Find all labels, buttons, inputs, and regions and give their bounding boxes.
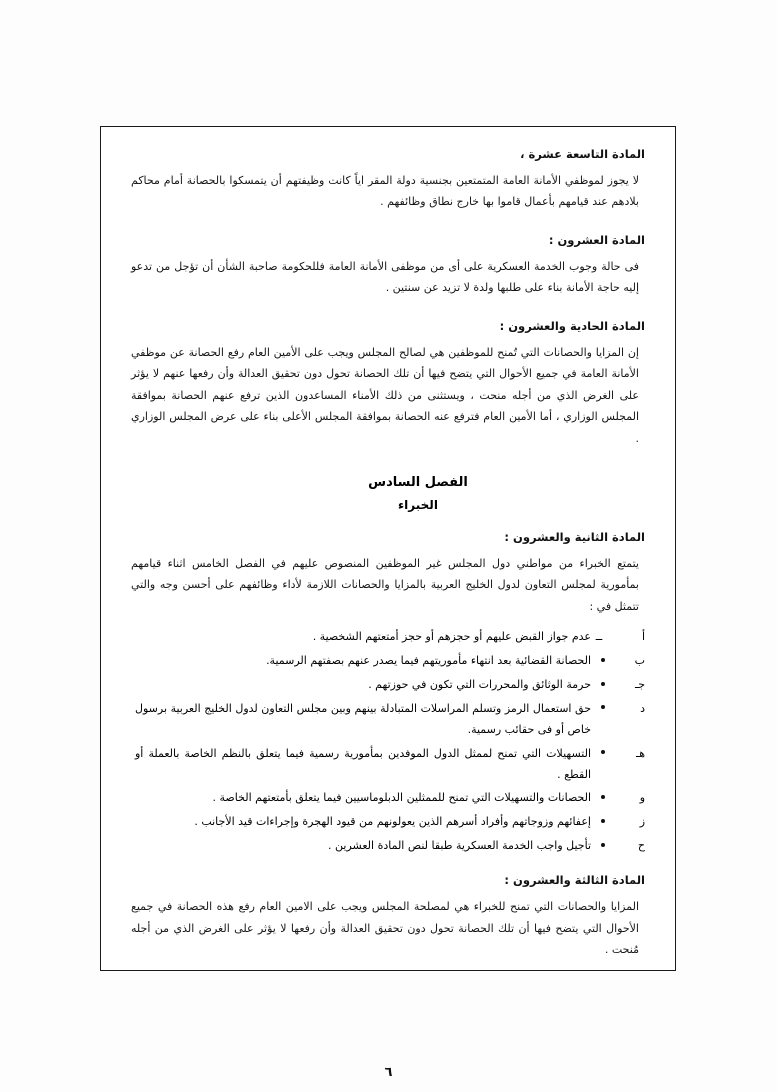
bullet-icon <box>591 699 607 720</box>
item-text: الحصانات والتسهيلات التي تمنح للممثلين الدبلوماسيين فيما يتعلق بأمتعتهم الخاصة . <box>212 791 591 805</box>
article-23-heading: المادة الثالثة والعشرون : <box>504 873 645 888</box>
article-22-intro: يتمتع الخبراء من مواطني دول المجلس غير الموظفين المنصوص عليهم في الفصل الخامس اثناء قيامهم بمأمورية لمجلس التعاون لدول الخليج العربية بالمزايا والحصانات اللازمة لأداء وظائفهم على أحسن وجه والتي تتمثل في : <box>131 556 639 613</box>
list-item <box>131 812 645 833</box>
list-item <box>131 651 645 672</box>
bullet-icon <box>591 788 607 809</box>
page-number: ٦ <box>384 1065 393 1080</box>
item-text: تأجيل واجب الخدمة العسكرية طبقا لنص المادة العشرين . <box>328 839 591 853</box>
item-text: التسهيلات التي تمنح لممثل الدول الموفدين بمأمورية رسمية فيما يتعلق بالنظم الخاصة بالعملة أو القطع . <box>135 746 591 781</box>
item-marker: جـ <box>634 678 645 692</box>
item-text: إعفائهم وزوجاتهم وأفراد أسرهم الذين يعولونهم من قيود الهجرة وإجراءات قيد الأجانب . <box>194 815 591 829</box>
article-19-body: لا يجوز لموظفي الأمانة العامة المتمتعين بجنسية دولة المقر اياً كانت وظيفتهم أن يتمسكوا بالحصانة أمام محاكم بلادهم عند قيامهم بأعمال قاموا بها خارج نطاق وظائفهم . <box>131 174 639 209</box>
article-22-items <box>131 627 645 857</box>
item-marker: ز <box>639 815 645 829</box>
item-marker: ح <box>637 839 645 853</box>
list-item <box>131 675 645 696</box>
article-20-heading: المادة العشرون : <box>548 232 645 247</box>
item-text: عدم جواز القبض عليهم أو حجزهم أو حجز أمتعتهم الشخصية . <box>312 630 591 644</box>
list-item <box>131 788 645 809</box>
bullet-icon <box>591 744 607 765</box>
article-22-heading: المادة الثانية والعشرون : <box>504 529 645 544</box>
article-21-body: إن المزايا والحصانات التي تُمنح للموظفين هي لصالح المجلس ويجب على الأمين العام رفع الحصانة عن موظفي الأمانة العامة في جميع الأحوال التي يتضح فيها أن تلك الحصانة تحول دون تحقيق العدالة وأن رفعها عنهم لا يؤثر على الغرض الذي من أجله منحت ، ويستثنى من ذلك الأمناء المساعدون الذين ترفع عنهم الحصانة بموافقة المجلس الوزاري ، أما الأمين العام فترفع عنه الحصانة بموافقة المجلس الأعلى بناء على عرض المجلس الوزاري . <box>131 345 639 445</box>
item-dash: ــ <box>595 630 603 644</box>
item-text: حق استعمال الرمز وتسلم المراسلات المتبادلة بينهم وبين مجلس التعاون لدول الخليج العربية برسول خاص أو فى حقائب رسمية. <box>135 701 591 736</box>
list-item <box>131 836 645 857</box>
item-marker: هـ <box>635 746 645 760</box>
bullet-icon <box>591 836 607 857</box>
list-item <box>131 627 645 648</box>
article-21-heading: المادة الحادية والعشرون : <box>499 318 645 333</box>
page-frame <box>100 126 676 971</box>
item-text: حرمة الوثائق والمحررات التي تكون في حوزتهم . <box>368 678 591 692</box>
article-20-body: فى حالة وجوب الخدمة العسكرية على أى من موظفى الأمانة العامة فللحكومة صاحبة الشأن أن تؤجل من تدعو إليه حاجة الأمانة بناء على طلبها ولدة لا تزيد عن سنتين . <box>131 259 639 295</box>
article-23-body: المزايا والحصانات التي تمنح للخبراء هي لمصلحة المجلس ويجب على الامين العام رفع هذه الحصانة في جميع الأحوال التي يتضح فيها أن تلك الحصانة تحول دون تحقيق العدالة وأن رفعها لا يؤثر على الغرض الذي من أجله مُنحت . <box>131 900 639 957</box>
chapter-title: الفصل السادس <box>368 474 468 490</box>
chapter-block <box>131 475 645 512</box>
item-text: الحصانة القضائية بعد انتهاء مأموريتهم فيما يصدر عنهم بصفتهم الرسمية. <box>266 654 591 668</box>
chapter-subtitle: الخبراء <box>398 497 438 512</box>
list-item <box>131 699 645 741</box>
item-marker: د <box>640 701 645 715</box>
bullet-icon <box>591 675 607 696</box>
article-19-heading: المادة التاسعة عشرة ، <box>520 147 645 161</box>
item-marker: ب <box>634 654 645 668</box>
page-content <box>131 147 645 960</box>
bullet-icon <box>591 812 607 833</box>
item-marker: أ <box>641 630 645 644</box>
item-marker: و <box>639 791 645 805</box>
bullet-icon <box>591 651 607 672</box>
list-item <box>131 744 645 786</box>
